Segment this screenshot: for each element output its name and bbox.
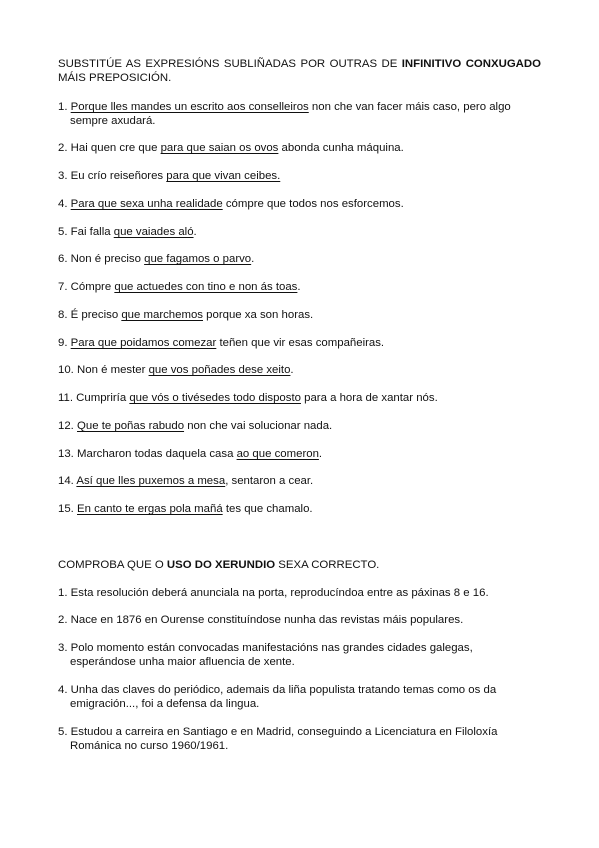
underlined-phrase: Para que sexa unha realidade — [70, 198, 223, 210]
exercise-item-8 — [58, 308, 548, 322]
item-number: 7. — [58, 281, 68, 293]
underlined-phrase: para que saian os ovos — [160, 142, 279, 154]
item-number: 1. — [58, 587, 68, 599]
item-number: 5. — [58, 226, 68, 238]
underlined-phrase: que vos poñades dese xeito — [148, 364, 291, 376]
item-text-post: teñen que vir esas compañeiras. — [216, 337, 385, 349]
section2-heading-bold: USO DO XERUNDIO — [166, 559, 276, 571]
item-text: Polo momento están convocadas manifestacións nas grandes cidades galegas, — [70, 642, 473, 654]
item-number: 12. — [58, 420, 74, 432]
item-number: 8. — [58, 309, 68, 321]
underlined-phrase: Porque lles mandes un escrito aos conselleiros — [70, 101, 309, 113]
item-text: Unha das claves do periódico, ademais da liña populista tratando temas como os da — [70, 684, 497, 696]
item-text-post: . — [297, 281, 301, 293]
item-number: 2. — [58, 142, 68, 154]
item-number: 2. — [58, 614, 68, 626]
item-text: Esta resolución deberá anunciala na porta, reproducíndoa entre as páxinas 8 e 16. — [70, 587, 489, 599]
section1-heading-bold: INFINITIVO CONXUGADO — [401, 58, 541, 70]
item-text-post: para a hora de xantar nós. — [300, 392, 438, 404]
item-continuation: emigración..., foi a defensa da lingua. — [70, 698, 260, 710]
item-text-post: tes que chamalo. — [222, 503, 313, 515]
underlined-phrase: Para que poidamos comezar — [70, 337, 217, 349]
exercise-item-12 — [58, 419, 548, 433]
item-text-pre: Cómpre — [70, 281, 115, 293]
item-text-post: porque xa son horas. — [203, 309, 314, 321]
item-number: 9. — [58, 337, 68, 349]
exercise-item-3 — [58, 169, 548, 183]
item-text-pre: Non é preciso — [70, 253, 145, 265]
underlined-phrase: que fagamos o parvo — [144, 253, 252, 265]
underlined-phrase: Que te poñas rabudo — [77, 420, 185, 432]
underlined-phrase: que vaiades aló — [113, 226, 194, 238]
section2-heading — [58, 558, 541, 572]
item-text-post: . — [193, 226, 197, 238]
item-text: Estudou a carreira en Santiago e en Madrid, conseguindo a Licenciatura en Filoloxía — [70, 726, 498, 738]
item-number: 11. — [58, 392, 73, 404]
section1-heading — [58, 57, 541, 85]
item-number: 10. — [58, 364, 74, 376]
item-number: 15. — [58, 503, 74, 515]
item-text: Nace en 1876 en Ourense constituíndose nunha das revistas máis populares. — [70, 614, 464, 626]
section2-heading-lead: COMPROBA QUE O — [58, 559, 167, 571]
item-text-pre: Marcharon todas daquela casa — [77, 448, 237, 460]
item-number: 6. — [58, 253, 68, 265]
exercise-item-9 — [58, 336, 548, 350]
gerund-item-4 — [58, 683, 548, 711]
exercise-item-2 — [58, 141, 548, 155]
section1-heading-tail: MÁIS PREPOSICIÓN. — [58, 72, 172, 84]
item-continuation: Románica no curso 1960/1961. — [70, 740, 229, 752]
item-continuation: esperándose unha maior afluencia de xente. — [70, 656, 295, 668]
item-text-post: non che van facer máis caso, pero algo — [308, 101, 511, 113]
underlined-phrase: que marchemos — [121, 309, 203, 321]
exercise-item-4 — [58, 197, 548, 211]
exercise-item-15 — [58, 502, 548, 516]
item-text-pre: Fai falla — [70, 226, 114, 238]
item-text-pre: Hai quen cre que — [70, 142, 161, 154]
item-continuation: sempre axudará. — [70, 115, 156, 127]
underlined-phrase: para que vivan ceibes. — [166, 170, 281, 182]
item-number: 3. — [58, 170, 68, 182]
item-text-post: . — [290, 364, 294, 376]
exercise-item-1 — [58, 100, 548, 128]
item-number: 1. — [58, 101, 68, 113]
section1-heading-lead: SUBSTITÚE AS EXPRESIÓNS SUBLIÑADAS POR OUTRAS DE — [58, 58, 402, 70]
gerund-item-1 — [58, 586, 548, 600]
item-text-post: abonda cunha máquina. — [278, 142, 404, 154]
item-text-post: . — [318, 448, 323, 460]
item-text-post: . — [251, 253, 255, 265]
exercise-item-6 — [58, 252, 548, 266]
item-text-post: cómpre que todos nos esforcemos. — [222, 198, 404, 210]
underlined-phrase: ao que comeron — [236, 448, 319, 460]
underlined-phrase: En canto te ergas pola mañá — [77, 503, 223, 515]
gerund-item-3 — [58, 641, 548, 669]
item-number: 14. — [58, 475, 74, 487]
gerund-item-5 — [58, 725, 548, 753]
exercise-item-5 — [58, 225, 548, 239]
exercise-item-11 — [58, 391, 548, 405]
item-text-pre: Non é mester — [77, 364, 149, 376]
underlined-phrase: Así que lles puxemos a mesa — [76, 475, 226, 487]
exercise-item-10 — [58, 363, 548, 377]
item-text-post: non che vai solucionar nada. — [184, 420, 333, 432]
item-number: 13. — [58, 448, 74, 460]
item-text-pre: Cumpriría — [76, 392, 130, 404]
item-number: 5. — [58, 726, 68, 738]
gerund-item-2 — [58, 613, 548, 627]
item-text-pre: É preciso — [70, 309, 122, 321]
exercise-item-13 — [58, 447, 548, 461]
item-number: 4. — [58, 198, 68, 210]
exercise-item-14 — [58, 474, 548, 488]
item-text-post: , sentaron a cear. — [225, 475, 314, 487]
underlined-phrase: que actuedes con tino e non ás toas — [114, 281, 298, 293]
item-text-pre: Eu crío reiseñores — [70, 170, 167, 182]
item-number: 4. — [58, 684, 68, 696]
underlined-phrase: que vós o tivésedes todo disposto — [129, 392, 301, 404]
item-number: 3. — [58, 642, 68, 654]
exercise-item-7 — [58, 280, 548, 294]
section2-heading-tail: SEXA CORRECTO. — [275, 559, 380, 571]
